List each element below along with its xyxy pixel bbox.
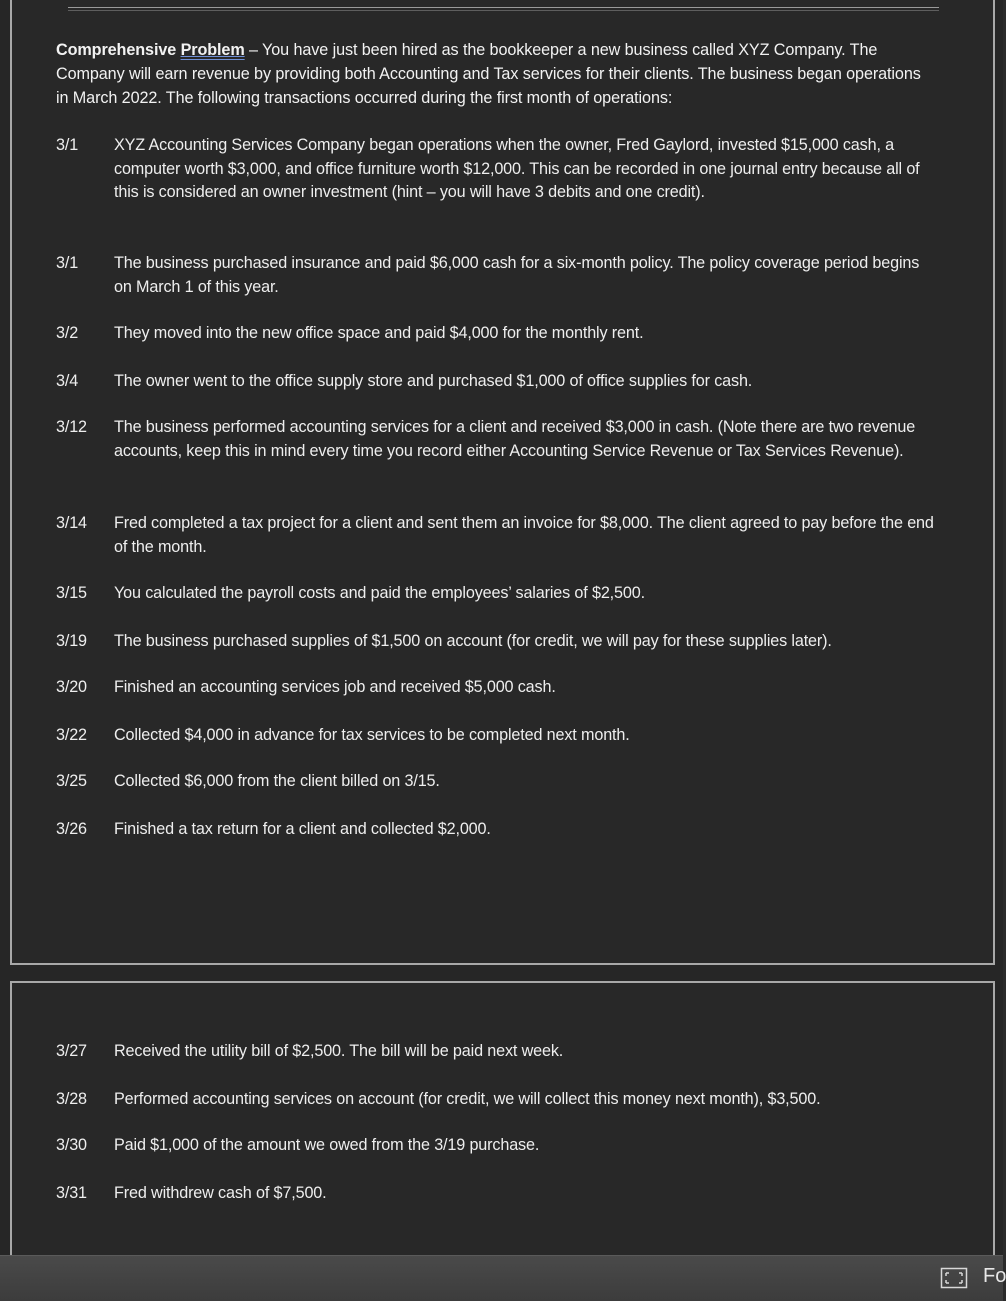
transaction-date: 3/19 bbox=[56, 632, 87, 650]
transaction-item bbox=[56, 1040, 936, 1064]
transaction-date: 3/26 bbox=[56, 820, 87, 838]
transaction-description: The business performed accounting services for a client and received $3,000 in cash. (Note there are two revenue accounts, keep this in mind every time you record either Accounting Service Revenue or Tax Services Revenue). bbox=[114, 418, 916, 460]
intro-lead: Comprehensive bbox=[56, 41, 177, 59]
transaction-date: 3/12 bbox=[56, 418, 87, 436]
transaction-description: Performed accounting services on account (for credit, we will collect this money next month), $3,500. bbox=[114, 1090, 821, 1108]
document-page-2 bbox=[10, 981, 995, 1271]
transaction-item bbox=[56, 370, 936, 394]
fullscreen-icon bbox=[940, 1267, 968, 1289]
transaction-date: 3/27 bbox=[56, 1042, 87, 1060]
transaction-item bbox=[56, 1088, 936, 1112]
transaction-date: 3/1 bbox=[56, 136, 79, 154]
transaction-item bbox=[56, 134, 936, 205]
intro-link-word[interactable]: Problem bbox=[180, 41, 245, 59]
transaction-description: Fred completed a tax project for a client and sent them an invoice for $8,000. The client agreed to pay before the end of the month. bbox=[114, 514, 934, 556]
transaction-description: XYZ Accounting Services Company began operations when the owner, Fred Gaylord, invested $15,000 cash, a computer worth $3,000, and office furniture worth $12,000. This can be recorded in one journal entry because all of this is considered an owner investment (hint – you will have 3 debits and one credit). bbox=[114, 136, 920, 201]
transaction-item bbox=[56, 630, 936, 654]
transaction-item bbox=[56, 676, 936, 700]
transaction-description: Collected $6,000 from the client billed on 3/15. bbox=[114, 772, 440, 790]
problem-intro bbox=[56, 38, 936, 110]
transaction-date: 3/31 bbox=[56, 1184, 87, 1202]
transaction-item bbox=[56, 416, 936, 463]
transaction-item bbox=[56, 1134, 936, 1158]
transaction-date: 3/20 bbox=[56, 678, 87, 696]
fullscreen-button[interactable] bbox=[940, 1267, 968, 1289]
transaction-item bbox=[56, 818, 936, 842]
transaction-date: 3/15 bbox=[56, 584, 87, 602]
transaction-description: Paid $1,000 of the amount we owed from the 3/19 purchase. bbox=[114, 1136, 540, 1154]
transaction-date: 3/14 bbox=[56, 514, 87, 532]
intro-dash: – bbox=[244, 41, 258, 59]
transaction-date: 3/28 bbox=[56, 1090, 87, 1108]
transaction-date: 3/2 bbox=[56, 324, 79, 342]
intro-text: You have just been hired as the bookkeeper a new business called XYZ Company. The Company will earn revenue by providing both Accounting and Tax services for their clients. The business began operations in March 2022. The following transactions occurred during the first month of operations: bbox=[56, 41, 921, 107]
transaction-date: 3/25 bbox=[56, 772, 87, 790]
transaction-date: 3/1 bbox=[56, 254, 79, 272]
transaction-item bbox=[56, 252, 936, 299]
transaction-description: You calculated the payroll costs and paid the employees’ salaries of $2,500. bbox=[114, 584, 645, 602]
transaction-description: The owner went to the office supply store and purchased $1,000 of office supplies for cash. bbox=[114, 372, 753, 390]
transaction-item bbox=[56, 322, 936, 346]
transaction-item bbox=[56, 512, 936, 559]
transaction-item bbox=[56, 1182, 936, 1206]
transaction-date: 3/22 bbox=[56, 726, 87, 744]
transaction-date: 3/30 bbox=[56, 1136, 87, 1154]
transaction-description: The business purchased insurance and paid $6,000 cash for a six-month policy. The policy coverage period begins on March 1 of this year. bbox=[114, 254, 920, 296]
viewer-toolbar bbox=[0, 1255, 1006, 1301]
fullscreen-label[interactable]: Fo bbox=[983, 1265, 1006, 1287]
transaction-description: Finished an accounting services job and received $5,000 cash. bbox=[114, 678, 556, 696]
transaction-description: Finished a tax return for a client and collected $2,000. bbox=[114, 820, 491, 838]
transaction-item bbox=[56, 770, 936, 794]
transaction-description: Received the utility bill of $2,500. The bill will be paid next week. bbox=[114, 1042, 564, 1060]
transaction-description: They moved into the new office space and paid $4,000 for the monthly rent. bbox=[114, 324, 644, 342]
header-rule bbox=[68, 7, 939, 11]
transaction-description: Fred withdrew cash of $7,500. bbox=[114, 1184, 327, 1202]
transaction-item bbox=[56, 724, 936, 748]
transaction-item bbox=[56, 582, 936, 606]
transaction-description: Collected $4,000 in advance for tax services to be completed next month. bbox=[114, 726, 630, 744]
transaction-description: The business purchased supplies of $1,500 on account (for credit, we will pay for these supplies later). bbox=[114, 632, 832, 650]
transaction-date: 3/4 bbox=[56, 372, 79, 390]
